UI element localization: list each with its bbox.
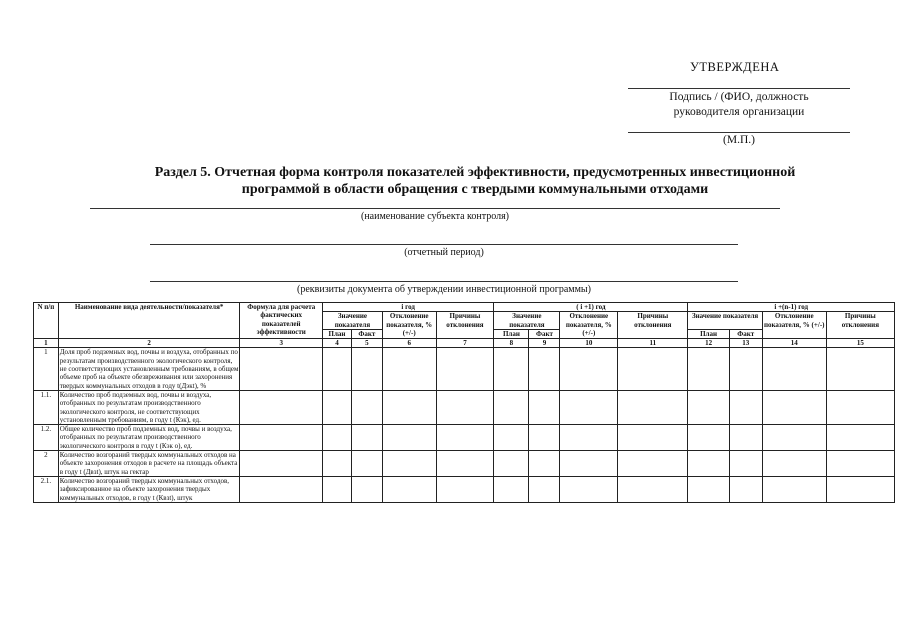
- header-plan: План: [688, 329, 729, 338]
- table-row: [34, 425, 895, 451]
- column-number: 15: [826, 339, 894, 348]
- table-row: [34, 451, 895, 477]
- header-reasons: Причины отклонения: [826, 312, 894, 339]
- empty-cell: [323, 348, 352, 390]
- column-number: 8: [494, 339, 529, 348]
- header-year-1: i год: [323, 303, 494, 312]
- empty-cell: [351, 390, 382, 424]
- row-number: 1.2.: [34, 425, 59, 451]
- empty-cell: [436, 476, 494, 502]
- empty-cell: [436, 390, 494, 424]
- empty-cell: [351, 425, 382, 451]
- empty-cell: [762, 425, 826, 451]
- column-number: 9: [529, 339, 560, 348]
- row-number: 2: [34, 451, 59, 477]
- indicator-name: Доля проб подземных вод, почвы и воздуха, отобранных по результатам производственного экологического контроля, не соответствующих установленным требованиям, в общем объеме проб на объекте обезвреживания или захоронения твердых коммунальных отходов в году t(Дэкt), %: [59, 348, 239, 390]
- column-number: 7: [436, 339, 494, 348]
- header-value: Значение показателя: [323, 312, 383, 330]
- empty-cell: [529, 451, 560, 477]
- empty-cell: [729, 476, 762, 502]
- empty-cell: [382, 425, 436, 451]
- header-deviation: Отклонение показателя, % (+/-): [560, 312, 618, 339]
- title-line-1: Раздел 5. Отчетная форма контроля показателей эффективности, предусмотренных инвестиционной: [154, 165, 796, 180]
- empty-cell: [323, 425, 352, 451]
- empty-cell: [529, 348, 560, 390]
- empty-cell: [351, 348, 382, 390]
- empty-cell: [529, 425, 560, 451]
- empty-cell: [618, 451, 688, 477]
- empty-cell: [762, 390, 826, 424]
- subject-line: [90, 208, 780, 209]
- row-number: 1.1.: [34, 390, 59, 424]
- empty-cell: [618, 476, 688, 502]
- empty-cell: [382, 348, 436, 390]
- table-body: [34, 348, 895, 502]
- empty-cell: [729, 348, 762, 390]
- empty-cell: [382, 476, 436, 502]
- column-number: 3: [240, 339, 323, 348]
- requisites-caption: (реквизиты документа об утверждении инвестиционной программы): [297, 284, 591, 295]
- signature-caption-line-1: Подпись / (ФИО, должность: [669, 91, 809, 103]
- header-fact: Факт: [351, 329, 382, 338]
- header-name: Наименование вида деятельности/показателя*: [58, 303, 240, 339]
- empty-cell: [560, 425, 618, 451]
- empty-cell: [240, 476, 323, 502]
- empty-cell: [494, 425, 529, 451]
- empty-cell: [436, 451, 494, 477]
- empty-cell: [560, 348, 618, 390]
- column-number: 12: [688, 339, 729, 348]
- header-deviation: Отклонение показателя, % (+/-): [762, 312, 826, 339]
- empty-cell: [436, 425, 494, 451]
- stamp-caption: (М.П.): [723, 134, 755, 146]
- table-row: [34, 348, 895, 390]
- signature-caption: [628, 90, 850, 120]
- empty-cell: [826, 348, 894, 390]
- indicator-name: Количество возгораний твердых коммунальных отходов, зафиксированное на объекте захоронения твердых коммунальных отходов, в году t (Квзt), штук: [58, 476, 240, 502]
- empty-cell: [826, 476, 894, 502]
- indicator-name: Общее количество проб подземных вод, почвы и воздуха, отобранных по результатам производственного экологического контроля в году t (Кэк о), ед.: [58, 425, 240, 451]
- empty-cell: [382, 390, 436, 424]
- header-reasons: Причины отклонения: [436, 312, 494, 339]
- column-number: 11: [618, 339, 688, 348]
- empty-cell: [529, 476, 560, 502]
- empty-cell: [323, 476, 352, 502]
- column-number: 2: [58, 339, 240, 348]
- column-number: 5: [351, 339, 382, 348]
- header-num: N п/п: [34, 303, 59, 339]
- empty-cell: [494, 451, 529, 477]
- empty-cell: [688, 451, 729, 477]
- empty-cell: [688, 425, 729, 451]
- empty-cell: [240, 425, 323, 451]
- page-title: [95, 164, 855, 198]
- empty-cell: [494, 348, 529, 390]
- empty-cell: [240, 348, 323, 390]
- subject-caption: (наименование субъекта контроля): [360, 211, 510, 222]
- empty-cell: [323, 451, 352, 477]
- header-value: Значение показателя: [494, 312, 560, 330]
- empty-cell: [494, 476, 529, 502]
- empty-cell: [762, 476, 826, 502]
- empty-cell: [762, 348, 826, 390]
- empty-cell: [436, 348, 494, 390]
- title-line-2: программой в области обращения с твердыми коммунальными отходами: [241, 182, 709, 197]
- empty-cell: [240, 390, 323, 424]
- header-fact: Факт: [729, 329, 762, 338]
- empty-cell: [688, 476, 729, 502]
- empty-cell: [762, 451, 826, 477]
- empty-cell: [618, 348, 688, 390]
- table-row: [34, 476, 895, 502]
- indicator-name: Количество проб подземных вод, почвы и воздуха, отобранных по результатам производственного экологического контроля, не соответствующих установленным требованиям, в году t (Кэк), ед.: [58, 390, 240, 424]
- header-year-3: i +(n-1) год: [688, 303, 895, 312]
- header-plan: План: [323, 329, 352, 338]
- header-deviation: Отклонение показателя, % (+/-): [382, 312, 436, 339]
- indicator-name: Количество возгораний твердых коммунальных отходов на объекте захоронения отходов в расчете на площадь объекта в году t (Двзt), штук на гектар: [58, 451, 240, 477]
- empty-cell: [618, 425, 688, 451]
- empty-cell: [826, 425, 894, 451]
- indicators-table: [33, 302, 895, 503]
- empty-cell: [729, 425, 762, 451]
- column-number: 13: [729, 339, 762, 348]
- header-reasons: Причины отклонения: [618, 312, 688, 339]
- empty-cell: [351, 476, 382, 502]
- column-number: 6: [382, 339, 436, 348]
- empty-cell: [560, 451, 618, 477]
- empty-cell: [351, 451, 382, 477]
- header-fact: Факт: [529, 329, 560, 338]
- empty-cell: [529, 390, 560, 424]
- signature-line: [628, 88, 850, 89]
- empty-cell: [826, 390, 894, 424]
- requisites-line: [150, 281, 738, 282]
- row-number: 1: [34, 348, 59, 390]
- column-number: 1: [34, 339, 59, 348]
- header-plan: План: [494, 329, 529, 338]
- column-number: 4: [323, 339, 352, 348]
- row-number: 2.1.: [34, 476, 59, 502]
- column-number: 14: [762, 339, 826, 348]
- empty-cell: [560, 476, 618, 502]
- approved-label: УТВЕРЖДЕНА: [690, 60, 780, 74]
- empty-cell: [323, 390, 352, 424]
- empty-cell: [560, 390, 618, 424]
- header-year-2: ( i +1) год: [494, 303, 688, 312]
- signature-caption-line-2: руководителя организации: [673, 106, 805, 118]
- empty-cell: [688, 348, 729, 390]
- empty-cell: [240, 451, 323, 477]
- column-numbers-row: [34, 339, 895, 348]
- table-row: [34, 390, 895, 424]
- header-value: Значение показателя: [688, 312, 762, 330]
- empty-cell: [826, 451, 894, 477]
- empty-cell: [729, 451, 762, 477]
- stamp-line: [628, 132, 850, 133]
- period-caption: (отчетный период): [404, 247, 484, 258]
- empty-cell: [494, 390, 529, 424]
- column-number: 10: [560, 339, 618, 348]
- empty-cell: [382, 451, 436, 477]
- empty-cell: [688, 390, 729, 424]
- empty-cell: [618, 390, 688, 424]
- header-formula: Формула для расчета фактических показателей эффективности: [240, 303, 323, 339]
- empty-cell: [729, 390, 762, 424]
- period-line: [150, 244, 738, 245]
